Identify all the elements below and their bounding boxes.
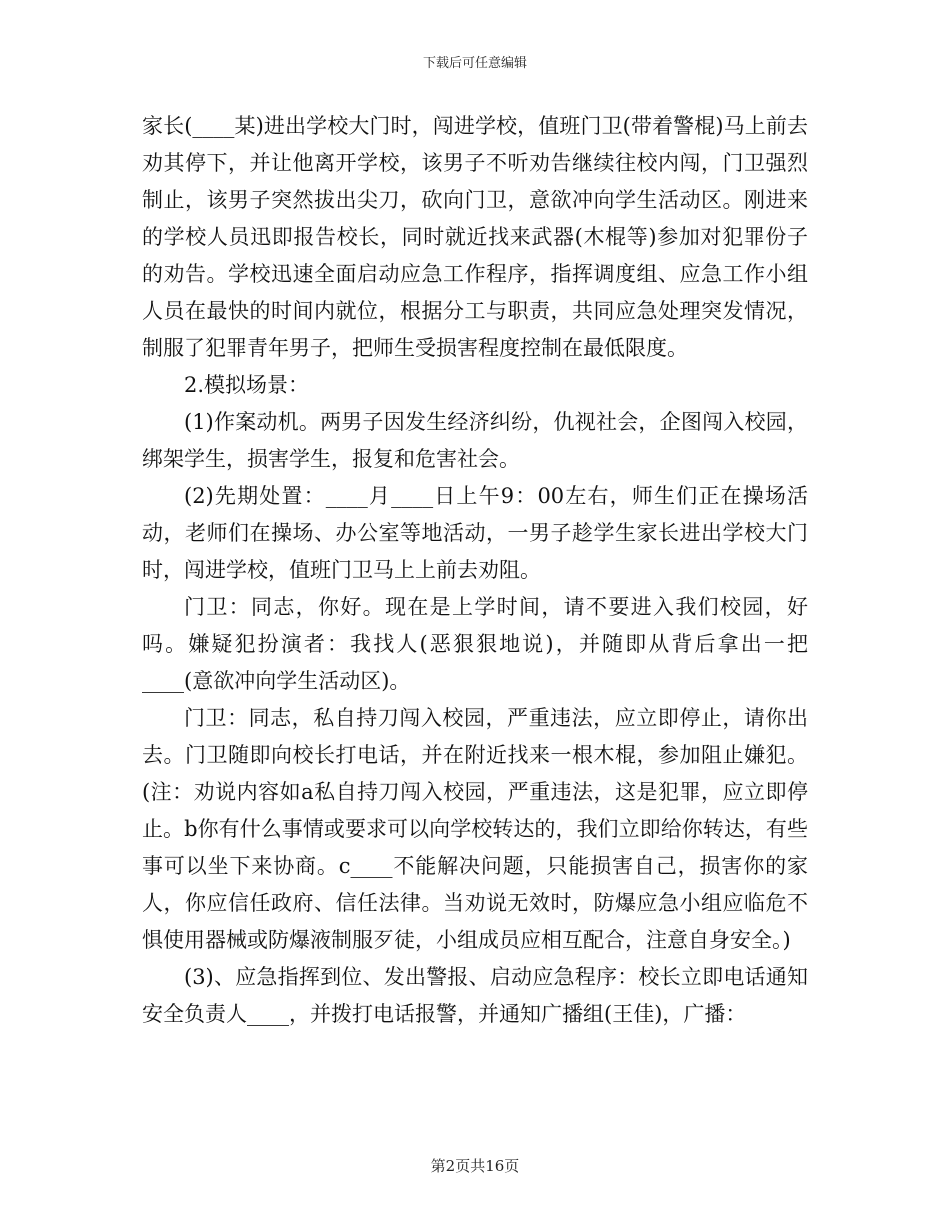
paragraph-dialogue-2: 门卫：同志，私自持刀闯入校园，严重违法，应立即停止，请你出去。门卫随即向校长打电话，并在附近找来一根木棍，参加阻止嫌犯。(注：劝说内容如a私自持刀闯入校园，严重违法，这是犯罪，应立即停止。b你有什么事情或要求可以向学校转达的，我们立即给你转达，有些事可以坐下来协商。c____不能解决问题，只能损害自己，损害你的家人，你应信任政府、信任法律。当劝说无效时，防爆应急小组应临危不惧使用器械或防爆液制服歹徒，小组成员应相互配合，注意自身安全。): [142, 706, 808, 952]
page-header: 下载后可任意编辑: [422, 56, 527, 71]
section-heading-simulation: 2.模拟场景：: [184, 373, 310, 397]
paragraph-emergency-command: (3)、应急指挥到位、发出警报、启动应急程序：校长立即电话通知安全负责人____，并拨打电话报警，并通知广播组(王佳)，广播：: [142, 965, 808, 1026]
page-footer: 第2页共16页: [430, 1157, 520, 1175]
paragraph-continuation: 家长(____某)进出学校大门时，闯进学校，值班门卫(带着警棍)马上前去劝其停下，并让他离开学校，该男子不听劝告继续往校内闯，门卫强烈制止，该男子突然拔出尖刀，砍向门卫，意欲冲向学生活动区。刚进来的学校人员迅即报告校长，同时就近找来武器(木棍等)参加对犯罪份子的劝告。学校迅速全面启动应急工作程序，指挥调度组、应急工作小组人员在最快的时间内就位，根据分工与职责，共同应急处理突发情况，制服了犯罪青年男子，把师生受损害程度控制在最低限度。: [142, 114, 808, 360]
paragraph-motive: (1)作案动机。两男子因发生经济纠纷，仇视社会，企图闯入校园，绑架学生，损害学生，报复和危害社会。: [142, 410, 808, 471]
document-body: [142, 108, 808, 1033]
paragraph-dialogue-1: 门卫：同志，你好。现在是上学时间，请不要进入我们校园，好吗。嫌疑犯扮演者：我找人(恶狠狠地说)，并随即从背后拿出一把____(意欲冲向学生活动区)。: [142, 595, 808, 693]
paragraph-initial-response: (2)先期处置：____月____日上午9：00左右，师生们正在操场活动，老师们在操场、办公室等地活动，一男子趁学生家长进出学校大门时，闯进学校，值班门卫马上上前去劝阻。: [142, 484, 808, 582]
